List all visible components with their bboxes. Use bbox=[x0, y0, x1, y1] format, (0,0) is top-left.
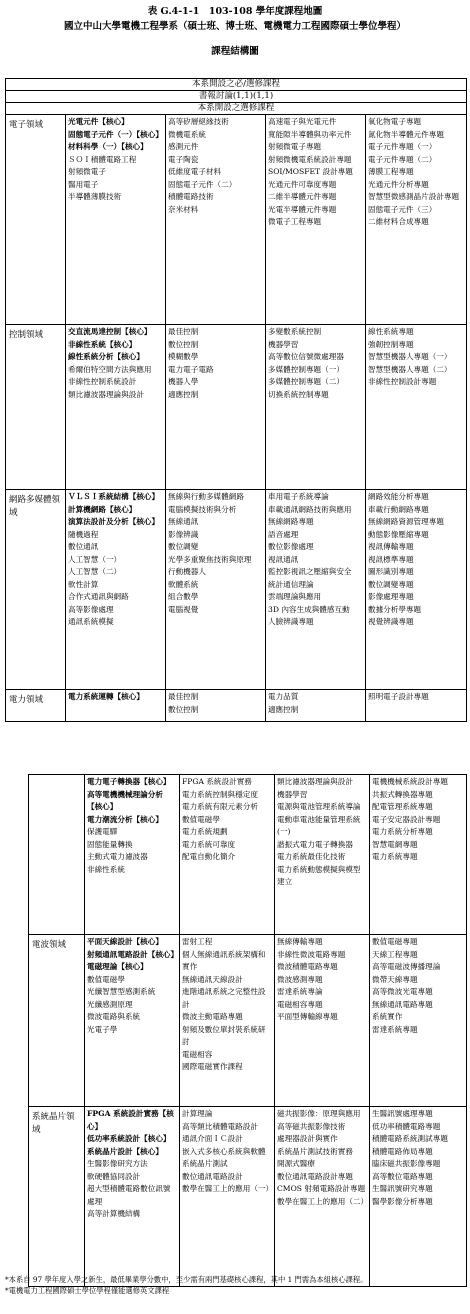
course: 人臉辨識專題 bbox=[268, 617, 314, 626]
course: 視訊傳輸專題 bbox=[368, 542, 414, 551]
core-course: 低功率系統設計【核心】 bbox=[87, 1134, 171, 1143]
course: 非線性控制系統設計 bbox=[68, 377, 137, 386]
course: 雷達系統專論 bbox=[277, 987, 323, 996]
course-list-cell bbox=[166, 325, 266, 490]
core-course: 固態電子元件（一）【核心】 bbox=[68, 129, 163, 139]
course: 電力系統有限元素分析 bbox=[182, 802, 258, 811]
course: 無線與行動多媒體網路 bbox=[168, 492, 244, 501]
course: SOI/MOSFET 設計專題 bbox=[268, 167, 353, 176]
course-list-cell bbox=[266, 690, 366, 722]
course: 無線通訊天線設計 bbox=[182, 974, 243, 984]
course: 適應控制 bbox=[168, 389, 199, 399]
course: 線性系統專題 bbox=[368, 327, 414, 336]
course: 高等影像處理 bbox=[68, 604, 114, 614]
course: 高等矽層絕緣技術 bbox=[168, 117, 229, 126]
course-list-cell bbox=[370, 1107, 467, 1287]
course-structure-table-2 bbox=[28, 774, 467, 1287]
course-structure-table-1 bbox=[5, 78, 467, 722]
course: 非線性微波電路專題 bbox=[277, 949, 346, 959]
course: FPGA 系統設計實務 bbox=[182, 777, 252, 786]
course: 電子安定器設計專題 bbox=[372, 814, 441, 824]
core-course: 電磁理論【核心】 bbox=[87, 962, 148, 971]
course: 數學在醫工上的應用（二） bbox=[277, 1196, 369, 1206]
course: 無線通訊電路專題 bbox=[372, 999, 433, 1009]
course-list-cell bbox=[85, 775, 180, 935]
course: 數位通訊電路設計專題 bbox=[277, 1171, 353, 1181]
core-course: 演算法設計及分析【核心】 bbox=[68, 517, 160, 526]
course: 開源式醫療 bbox=[277, 1159, 315, 1168]
domain-row bbox=[29, 1107, 467, 1287]
course: 電子元件專題（一） bbox=[368, 142, 437, 151]
course: 電力系統可靠度 bbox=[182, 839, 236, 849]
elective-header: 本系開設之選修課程 bbox=[6, 103, 467, 115]
course: 高等數位電路專題 bbox=[372, 1171, 433, 1181]
core-course: 電力潮流分析【核心】 bbox=[87, 814, 163, 824]
course: 模糊數學 bbox=[168, 352, 199, 361]
course: 機器人學 bbox=[168, 377, 199, 386]
course: 主動式電力濾波器 bbox=[87, 852, 148, 861]
course: 共振式轉換器專題 bbox=[372, 789, 433, 799]
course: 處理器設計與實作 bbox=[277, 1134, 338, 1143]
course: 數值電磁學 bbox=[182, 814, 220, 824]
course: 希爾伯特空間方法與應用 bbox=[68, 364, 152, 374]
course: 智慧型微感測晶片設計專題 bbox=[368, 192, 460, 201]
course: 智慧型機器人專題（二） bbox=[368, 364, 452, 374]
section-title: 課程結構圖 bbox=[211, 46, 259, 57]
course: 醫用電子 bbox=[68, 179, 99, 189]
course: 類比濾波器理論與設計 bbox=[68, 389, 144, 399]
course: 數位調變 bbox=[168, 542, 199, 551]
core-course: 射頻通訊電路設計【核心】 bbox=[87, 949, 179, 959]
course: 計算理論 bbox=[182, 1109, 213, 1118]
course: 微波電路與系統 bbox=[87, 1012, 141, 1021]
course-list-cell bbox=[275, 1107, 370, 1287]
course: 進階通訊系統之完整性設計 bbox=[182, 987, 266, 1009]
course: 最佳控制 bbox=[168, 692, 199, 701]
course: 數位控制 bbox=[168, 339, 199, 349]
course: 無線網路專題 bbox=[268, 517, 314, 526]
domain-label: 控制領域 bbox=[6, 325, 66, 490]
domain-label: 網路多媒體領域 bbox=[6, 490, 66, 690]
course: 視覺辨識專題 bbox=[368, 617, 414, 626]
course-list-cell bbox=[166, 690, 266, 722]
course: 積體電路佈局專題 bbox=[372, 1146, 433, 1156]
domain-row bbox=[29, 775, 467, 935]
course: 平面型傳輸線專題 bbox=[277, 1012, 338, 1021]
course: 通訊系統模擬 bbox=[68, 617, 114, 626]
core-course: 計算機網路【核心】 bbox=[68, 504, 137, 514]
course: 視訊標準專題 bbox=[368, 554, 414, 564]
course: 數位影像處理 bbox=[268, 542, 314, 551]
course: 寬能隙半導體與功率元件 bbox=[268, 129, 352, 139]
course: 國際電磁實作課程 bbox=[182, 1062, 243, 1071]
course: 非線性系統 bbox=[87, 864, 125, 874]
course: 高速電子與光電元件 bbox=[268, 117, 337, 126]
course: 統計通信理論 bbox=[268, 579, 314, 589]
core-course: 電力電子轉換器【核心】 bbox=[87, 777, 171, 786]
course: 高等電磁波傳播理論 bbox=[372, 962, 441, 971]
course: 配電自動化簡介 bbox=[182, 852, 236, 861]
course: 微波感測專題 bbox=[277, 974, 323, 984]
course-list-cell bbox=[85, 935, 180, 1107]
domain-label: 電波領域 bbox=[29, 935, 85, 1107]
core-course: 材料科學（一）【核心】 bbox=[68, 142, 148, 151]
core-course: 系統晶片設計【核心】 bbox=[87, 1146, 163, 1156]
course: 車用電子系統導論 bbox=[268, 492, 329, 501]
footnote-english-courses: *電機電力工程國際碩士學位學程僅能選修英文課程 bbox=[5, 1286, 170, 1295]
course: 固態電子元件（二） bbox=[168, 179, 237, 189]
course: 動態影像壓縮專題 bbox=[368, 529, 429, 539]
seminar-row: 書報討論(1,1)(1,1) bbox=[6, 91, 467, 103]
course: 電磁相容 bbox=[182, 1049, 213, 1059]
course: 電子元件專題（二） bbox=[368, 154, 437, 164]
course: 光通元件分析專題 bbox=[368, 179, 429, 189]
course: 行動機器人 bbox=[168, 567, 206, 576]
course: 光電半導體元件專題 bbox=[268, 204, 337, 214]
course-list-cell bbox=[366, 115, 467, 325]
course: 雷達系統專題 bbox=[372, 1024, 418, 1034]
course-list-cell bbox=[275, 775, 370, 935]
course: 保護電驛 bbox=[87, 827, 118, 836]
course: 低維度電子材料 bbox=[168, 167, 222, 176]
course: 電力系統動態模擬與模型建立 bbox=[277, 864, 361, 886]
course: 電源與電池管理系統導論 bbox=[277, 802, 361, 811]
course: 超大型積體電路數位訊號處理 bbox=[87, 1184, 171, 1206]
course: 低功率積體電路專題 bbox=[372, 1121, 441, 1131]
course: 電腦視覺 bbox=[168, 604, 199, 614]
course: 智慧電網專題 bbox=[372, 839, 418, 849]
course: 電機機械系統設計專題 bbox=[372, 777, 448, 786]
domain-row bbox=[6, 490, 467, 690]
course: 電力系統最佳化技術 bbox=[277, 852, 346, 861]
course: 電力電子電路 bbox=[168, 364, 214, 374]
course: 無線傳輸專題 bbox=[277, 937, 323, 946]
footnote-core-requirement: *本系自 97 學年度入學之新生，最低畢業學分數中，至少需有兩門基礎核心課程，其中 1 門需為本組核心課程。 bbox=[5, 1275, 368, 1284]
course: 軟體系統 bbox=[168, 579, 199, 589]
course: 高等磁共振影像技術 bbox=[277, 1121, 346, 1131]
course: 人工智慧（二） bbox=[68, 567, 122, 576]
course: 人工智慧（一） bbox=[68, 554, 122, 564]
course: 無線通訊 bbox=[168, 517, 199, 526]
course-list-cell bbox=[166, 490, 266, 690]
course: 圖形識別專題 bbox=[368, 567, 414, 576]
course: 電力系統控制與穩定度 bbox=[182, 789, 258, 799]
domain-row bbox=[29, 935, 467, 1107]
course: 光纖智慧型感測系統 bbox=[87, 987, 156, 996]
course: 高等計算機結構 bbox=[87, 1209, 141, 1218]
core-course: 電力系統運轉【核心】 bbox=[68, 692, 144, 701]
course: 電力系統分析專題 bbox=[372, 827, 433, 836]
core-course: ＶＬＳＩ系統結構【核心】 bbox=[68, 492, 160, 501]
course: 電磁相容專題 bbox=[277, 999, 323, 1009]
course-list-cell bbox=[66, 325, 166, 490]
course: 奈米材料 bbox=[168, 204, 199, 214]
course: 生醫影像研究方法 bbox=[87, 1159, 148, 1168]
course: 切換系統控制專題 bbox=[268, 389, 329, 399]
course: 生醫訊號處理專題 bbox=[372, 1109, 433, 1118]
core-course: 非線性系統【核心】 bbox=[68, 339, 137, 349]
course-list-cell bbox=[275, 935, 370, 1107]
course: 智慧型機器人專題（一） bbox=[368, 352, 452, 361]
course: 數據分析學專題 bbox=[368, 604, 422, 614]
course: 射頻微電子 bbox=[68, 167, 106, 176]
course: 非線性控制設計專題 bbox=[368, 377, 437, 386]
course: 個人無線通訊系統架構和實作 bbox=[182, 949, 266, 971]
course: 光通元件可靠度專題 bbox=[268, 179, 337, 189]
course: 系統晶片測試 bbox=[182, 1159, 228, 1168]
course: 射頻微電子專題 bbox=[268, 142, 322, 151]
course: 感測元件 bbox=[168, 142, 199, 151]
course-list-cell bbox=[266, 325, 366, 490]
course: 光學多重聚焦技術與原理 bbox=[168, 554, 252, 564]
course: 車載通訊網路技術與應用 bbox=[268, 504, 352, 514]
course-list-cell bbox=[370, 935, 467, 1107]
course: 合作式通訊與網路 bbox=[68, 592, 129, 601]
domain-label: 電子領域 bbox=[6, 115, 66, 325]
course-list-cell bbox=[366, 490, 467, 690]
course: 微機電系統 bbox=[168, 129, 206, 139]
course: 電力系統專題 bbox=[372, 852, 418, 861]
course: 隨機過程 bbox=[68, 529, 99, 539]
course-list-cell bbox=[370, 775, 467, 935]
course: 數值電磁專題 bbox=[372, 937, 418, 946]
course: 雲端理論與應用 bbox=[268, 592, 322, 601]
course: 系統晶片測試技術實務 bbox=[277, 1146, 353, 1156]
course: 網路效能分析專題 bbox=[368, 492, 429, 501]
course: 積體電路技術 bbox=[168, 192, 214, 201]
course: 射頻微機電系統設計專題 bbox=[268, 154, 352, 164]
course: 半導體薄膜技術 bbox=[68, 192, 122, 201]
course: 電動車電池能量管理系統(一) bbox=[277, 814, 361, 836]
course: 數位控制 bbox=[168, 704, 199, 714]
course: 光纖感測原理 bbox=[87, 999, 133, 1009]
course: 機器學習 bbox=[268, 339, 299, 349]
course: 固態能量轉換 bbox=[87, 839, 133, 849]
course: 數位通訊電路設計 bbox=[182, 1171, 243, 1181]
course: 視訊通訊 bbox=[268, 554, 299, 564]
course: 醫學影像分析專題 bbox=[372, 1196, 433, 1206]
course: 電力系統規劃 bbox=[182, 827, 228, 836]
course: 最佳控制 bbox=[168, 327, 199, 336]
course-list-cell bbox=[66, 115, 166, 325]
course: 氧化物電子專題 bbox=[368, 117, 422, 126]
course: 配電管理系統專題 bbox=[372, 802, 433, 811]
course: 通訊介面ＩＣ設計 bbox=[182, 1134, 243, 1143]
course: 高等數位信號微處理器 bbox=[268, 352, 344, 361]
course: 電腦模擬技術與分析 bbox=[168, 504, 237, 514]
required-elective-header: 本系開設之必/選修課程 bbox=[6, 79, 467, 91]
course: 強韌控制專題 bbox=[368, 339, 414, 349]
course: 二維材料合成專題 bbox=[368, 217, 429, 226]
course-list-cell bbox=[180, 935, 275, 1107]
course: 系統實作 bbox=[372, 1012, 403, 1021]
course: 影像處理專題 bbox=[368, 592, 414, 601]
course: 臨床磁共振影像專題 bbox=[372, 1159, 441, 1168]
course: 電子陶瓷 bbox=[168, 154, 199, 164]
course-list-cell bbox=[266, 490, 366, 690]
course: 生醫訊號研究專題 bbox=[372, 1184, 433, 1193]
domain-label: 系統晶片領域 bbox=[29, 1107, 85, 1287]
course: CMOS 射頻電路設計專題 bbox=[277, 1184, 366, 1193]
core-course: 平面天線設計【核心】 bbox=[87, 937, 163, 946]
course: 嵌入式多核心系統與軟體 bbox=[182, 1146, 266, 1156]
course: 微波主動電路專題 bbox=[182, 1012, 243, 1021]
course: 組合數學 bbox=[168, 592, 199, 601]
course-list-cell bbox=[180, 1107, 275, 1287]
course: 3D 內容生成與體感互動 bbox=[268, 604, 350, 614]
course-list-cell bbox=[266, 115, 366, 325]
domain-label: 電力領域 bbox=[6, 690, 66, 722]
course: 車載行動網路專題 bbox=[368, 504, 429, 514]
core-course: 線性系統分析【核心】 bbox=[68, 352, 144, 361]
course: 積體電路系統測試專題 bbox=[372, 1134, 448, 1143]
course: 語音處理 bbox=[268, 529, 299, 539]
course: 微帶天線專題 bbox=[372, 974, 418, 984]
course: 高等類比積體電路設計 bbox=[182, 1121, 258, 1131]
domain-row bbox=[6, 325, 467, 490]
course: 固態電子元件（三） bbox=[368, 204, 437, 214]
course: 電力品質 bbox=[268, 692, 299, 701]
course: 射頻及數位單封裝系統研討 bbox=[182, 1024, 266, 1046]
course: 影像辨識 bbox=[168, 529, 199, 539]
domain-row bbox=[6, 115, 467, 325]
course: 數學在醫工上的應用（一） bbox=[182, 1184, 274, 1193]
document-title: 表 G.4-1-1 103-108 學年度課程地圖 bbox=[147, 6, 323, 17]
course: 軟硬體協同設計 bbox=[87, 1171, 141, 1181]
core-course: 交直流馬達控制【核心】 bbox=[68, 327, 152, 336]
course: 機器學習 bbox=[277, 789, 308, 799]
course: 薄膜工程專題 bbox=[368, 167, 414, 176]
course: 二維半導體元件專題 bbox=[268, 192, 337, 201]
course: 微電子工程專題 bbox=[268, 217, 322, 226]
course: 雷射工程 bbox=[182, 937, 213, 946]
course-list-cell bbox=[66, 690, 166, 722]
course-list-cell bbox=[66, 490, 166, 690]
core-course: 光電元件【核心】 bbox=[68, 117, 129, 126]
domain-label bbox=[29, 775, 85, 935]
course: 照明電子設計專題 bbox=[368, 692, 429, 701]
domain-row bbox=[6, 690, 467, 722]
footnotes bbox=[5, 1274, 467, 1296]
course: 監控影視訊之壓縮與安全 bbox=[268, 567, 352, 576]
course: 天線工程專題 bbox=[372, 949, 418, 959]
course: 高等微波光電專題 bbox=[372, 987, 433, 996]
course-list-cell bbox=[180, 775, 275, 935]
course: 數值電磁學 bbox=[87, 974, 125, 984]
course: 微波積體電路專題 bbox=[277, 962, 338, 971]
course: 軟性計算 bbox=[68, 579, 99, 589]
course: 諧振式電力電子轉換器 bbox=[277, 839, 353, 849]
core-course: FPGA 系統設計實務【核心】 bbox=[87, 1109, 174, 1131]
course: 磁共振影像：原理與應用 bbox=[277, 1109, 361, 1118]
course: 光電子學 bbox=[87, 1024, 118, 1034]
course-list-cell bbox=[166, 115, 266, 325]
course: 類比濾波器理論與設計 bbox=[277, 777, 353, 786]
course: 多變數系統控制 bbox=[268, 327, 322, 336]
course: 多媒體控制專題（二） bbox=[268, 377, 344, 386]
course: 無線網路資源管理專題 bbox=[368, 517, 444, 526]
course: ＳＯＩ積體電路工程 bbox=[68, 154, 137, 164]
course: 適應控制 bbox=[268, 704, 299, 714]
course-list-cell bbox=[366, 690, 467, 722]
core-course: 高等電機機械理論分析【核心】 bbox=[87, 789, 163, 811]
course-list-cell bbox=[85, 1107, 180, 1287]
course: 數位調變專題 bbox=[368, 579, 414, 589]
document-subtitle: 國立中山大學電機工程學系（碩士班、博士班、電機電力工程國際碩士學位學程） bbox=[63, 21, 406, 32]
course-list-cell bbox=[366, 325, 467, 490]
course: 氮化物半導體元件專題 bbox=[368, 129, 444, 139]
course: 多媒體控制專題（一） bbox=[268, 364, 344, 374]
course: 數位通訊 bbox=[68, 542, 99, 551]
